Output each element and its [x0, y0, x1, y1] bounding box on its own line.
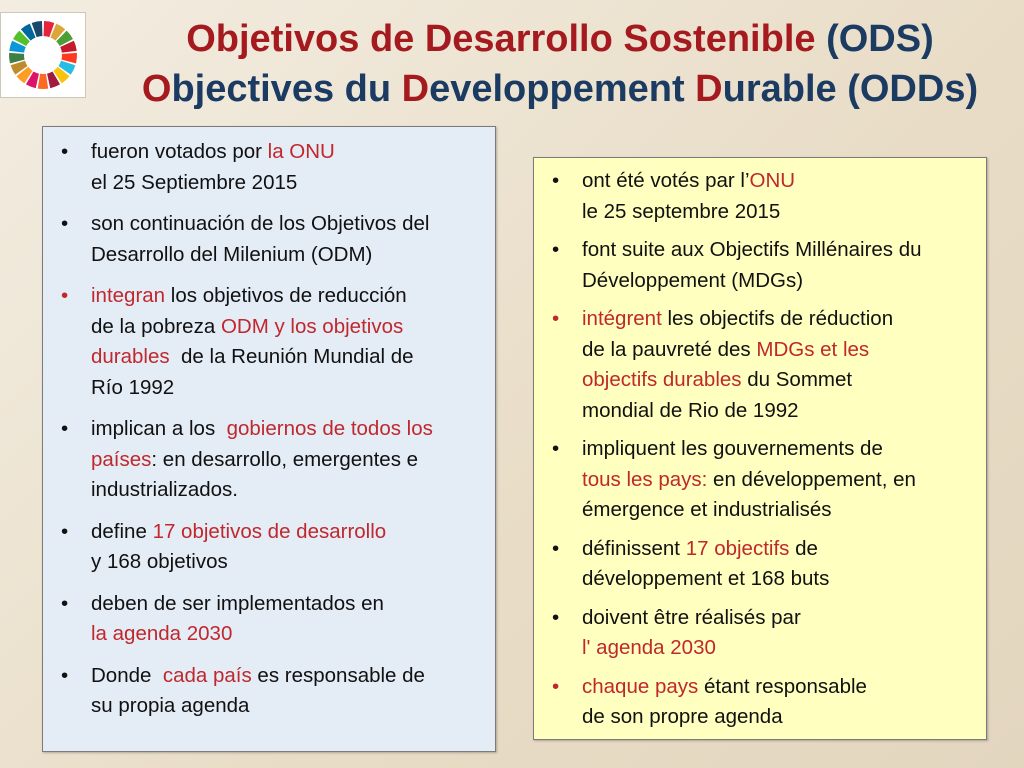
list-item — [55, 209, 487, 270]
item-highlight: tous les pays: — [582, 467, 708, 491]
bullet: • — [61, 591, 69, 615]
item-highlight: chaque pays — [582, 674, 699, 698]
item-text: le 25 septembre 2015 — [582, 199, 781, 223]
list-item — [55, 281, 487, 403]
list-item — [546, 672, 978, 733]
item-text: de — [789, 536, 818, 560]
item-text: Río 1992 — [91, 375, 175, 399]
bullet: • — [552, 437, 560, 460]
sdg-logo — [0, 12, 86, 98]
item-text: doivent être réalisés par — [582, 605, 801, 629]
item-highlight: MDGs et les — [756, 337, 870, 361]
item-text: industrializados. — [91, 478, 238, 501]
item-text: Desarrollo del Milenium (ODM) — [91, 242, 373, 266]
item-text: émergence et industrialisés — [582, 498, 832, 521]
list-item — [546, 166, 978, 227]
item-text: deben de ser implementados en — [91, 591, 384, 615]
item-highlight: ONU — [749, 169, 796, 192]
item-text: los objetivos de reducción — [165, 284, 407, 307]
item-text: ont été votés par l’ — [582, 169, 750, 192]
item-text: su propia agenda — [91, 694, 250, 717]
item-highlight: l' agenda 2030 — [582, 636, 716, 659]
bullet: • — [61, 284, 69, 307]
item-text: implican a los — [91, 417, 227, 440]
item-text: : en desarrollo, emergentes e — [151, 447, 419, 471]
item-highlight: objectifs durables — [582, 368, 742, 391]
item-highlight: 17 objectifs — [685, 536, 790, 560]
list-item — [55, 517, 487, 578]
item-text: impliquent les gouvernements de — [582, 437, 883, 460]
title-line-spanish — [100, 14, 1020, 64]
item-text: Donde — [91, 663, 163, 687]
item-text: les objectifs de réduction — [661, 307, 894, 330]
item-text: de son propre agenda — [582, 705, 783, 728]
slide-title — [100, 14, 1020, 114]
item-text: define — [91, 519, 153, 543]
item-text: de la pauvreté des — [582, 337, 757, 361]
item-text: définissent — [582, 536, 686, 560]
french-bullet-list — [534, 158, 986, 733]
item-highlight: durables — [91, 345, 170, 368]
list-item — [546, 603, 978, 664]
bullet: • — [552, 674, 560, 698]
title-spanish-main: Objetivos de Desarrollo Sostenible — [186, 18, 816, 60]
bullet: • — [552, 605, 560, 629]
bullet: • — [61, 417, 69, 440]
list-item — [55, 589, 487, 650]
item-text: du Sommet — [741, 368, 853, 391]
item-text: Développement (MDGs) — [582, 268, 804, 292]
item-text: étant responsable — [698, 674, 867, 698]
bullet: • — [552, 238, 560, 261]
item-text: de la pobreza — [91, 314, 221, 338]
title-text: bjectives du — [171, 68, 402, 110]
list-item — [546, 534, 978, 595]
spanish-bullet-list — [43, 127, 495, 722]
title-letter-d: D — [695, 68, 723, 110]
item-text: mondial de Rio de 1992 — [582, 398, 799, 422]
title-text: eveloppement — [429, 68, 696, 110]
item-text: développement et 168 buts — [582, 567, 830, 590]
item-highlight: integran — [91, 284, 166, 307]
title-spanish-acronym: (ODS) — [826, 18, 934, 60]
list-item — [546, 235, 978, 296]
bullet: • — [61, 663, 69, 687]
sdg-color-wheel-icon — [1, 13, 85, 97]
list-item — [55, 661, 487, 722]
item-text: font suite aux Objectifs Millénaires du — [582, 238, 922, 261]
item-text: es responsable de — [251, 663, 425, 687]
item-text: y 168 objetivos — [91, 550, 228, 573]
title-line-french — [100, 64, 1020, 114]
bullet: • — [552, 536, 560, 560]
item-highlight: intégrent — [582, 307, 662, 330]
bullet: • — [61, 140, 69, 163]
item-highlight: países — [91, 447, 152, 471]
item-highlight: cada país — [162, 663, 252, 687]
bullet: • — [61, 212, 69, 235]
item-text: de la Reunión Mundial de — [169, 345, 414, 368]
spanish-text-box — [42, 126, 496, 752]
bullet: • — [61, 519, 69, 543]
list-item — [546, 434, 978, 526]
bullet: • — [552, 307, 560, 330]
list-item — [55, 414, 487, 506]
list-item — [546, 304, 978, 426]
item-text: el 25 Septiembre 2015 — [91, 170, 298, 194]
title-letter-o: O — [141, 68, 172, 110]
item-highlight: gobiernos de todos los — [226, 417, 433, 440]
item-highlight: ODM y los objetivos — [220, 314, 404, 338]
list-item — [55, 137, 487, 198]
bullet: • — [552, 169, 560, 192]
item-highlight: la ONU — [267, 140, 335, 163]
item-highlight: 17 objetivos de desarrollo — [152, 519, 387, 543]
title-letter-d: D — [401, 68, 430, 110]
wheel-segment — [38, 74, 48, 89]
item-text: fueron votados por — [91, 140, 268, 163]
french-text-box — [533, 157, 987, 740]
item-text: son continuación de los Objetivos del — [91, 212, 430, 235]
title-text: urable (ODDs) — [722, 68, 979, 110]
item-highlight: la agenda 2030 — [91, 622, 233, 645]
item-text: en développement, en — [707, 467, 916, 491]
